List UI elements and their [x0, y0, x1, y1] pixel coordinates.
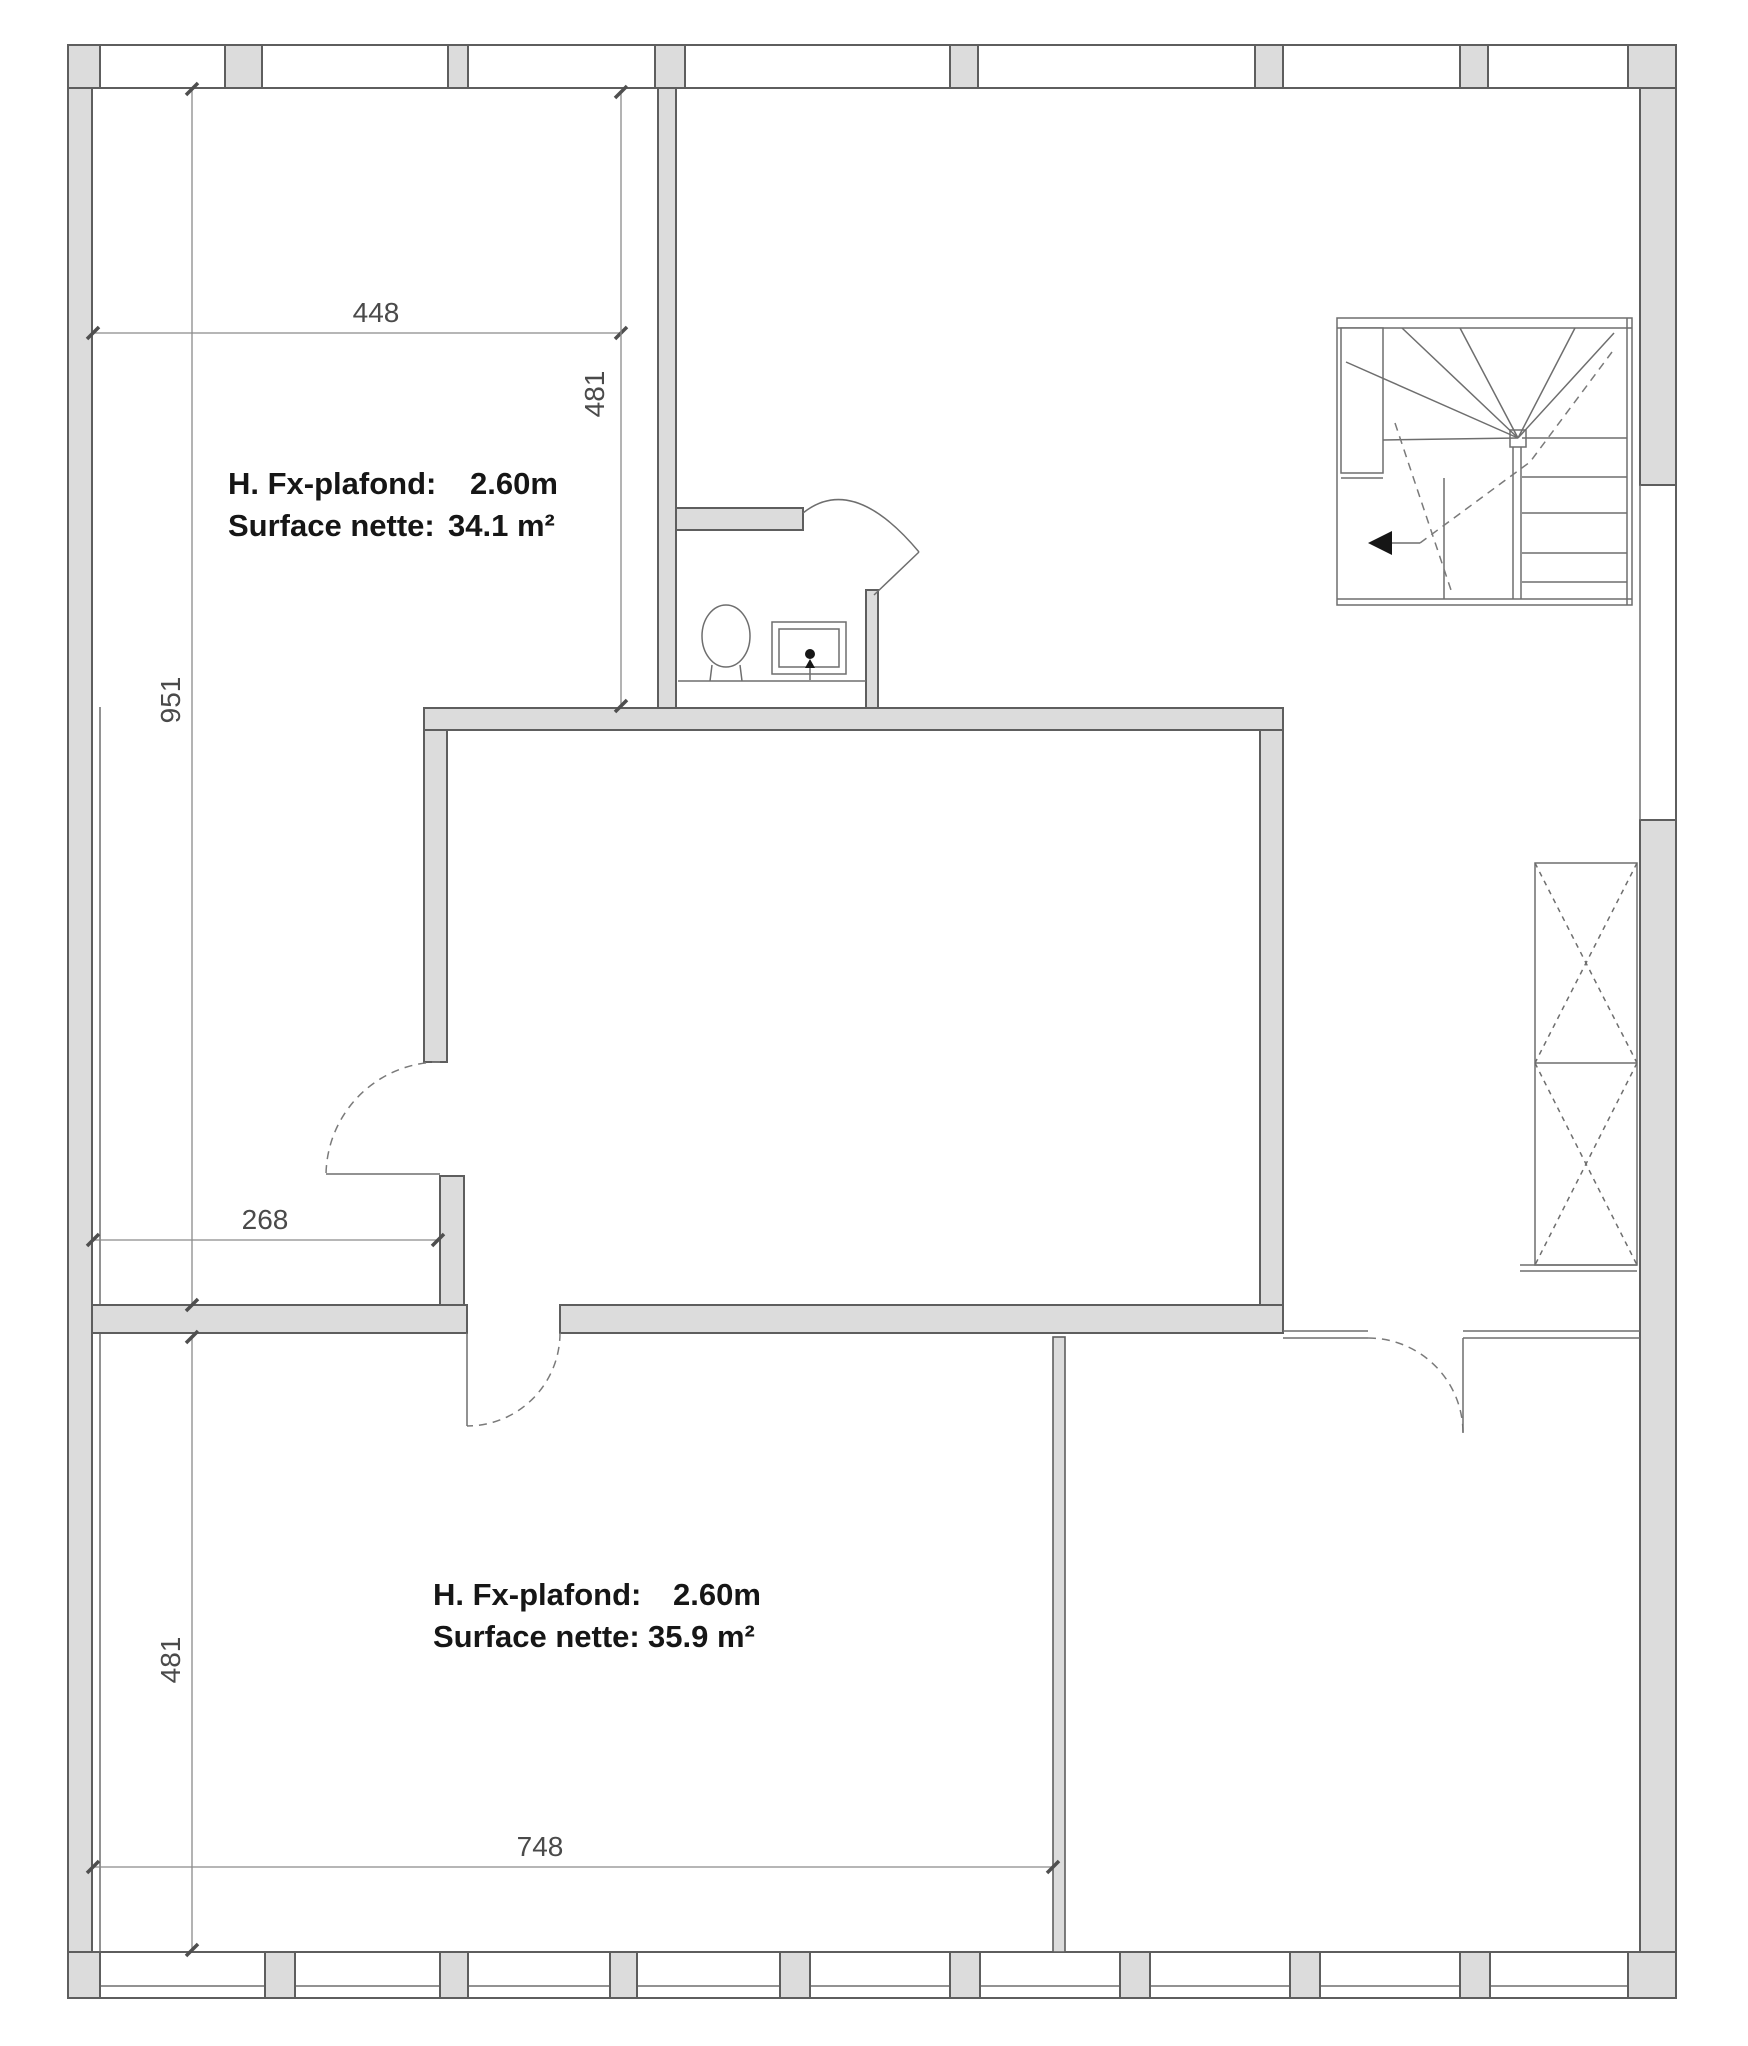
exterior-walls — [68, 45, 1676, 1998]
wall-pier — [1290, 1952, 1320, 1998]
door-arc — [467, 1333, 560, 1426]
wc-door-leaf — [874, 552, 919, 595]
stair-tread — [1383, 438, 1518, 440]
wall-pier — [448, 45, 468, 88]
net-surface-value: 34.1 m² — [448, 508, 555, 543]
wall-pier — [1460, 45, 1488, 88]
right-wall-upper — [1640, 45, 1676, 485]
wall-pier — [655, 45, 685, 88]
wall-pier — [440, 1952, 468, 1998]
ceiling-height-value: 2.60m — [673, 1577, 761, 1612]
wall-pier — [1255, 45, 1283, 88]
stair-tread — [1402, 328, 1518, 438]
wall-pier — [225, 45, 262, 88]
toilet-base — [740, 665, 742, 681]
wall-pier — [68, 1952, 100, 1998]
dimensions — [87, 83, 1059, 1956]
interior-walls — [92, 88, 1640, 1952]
net-surface-label: Surface nette: — [433, 1619, 640, 1654]
wall-central-room-top — [424, 708, 1283, 730]
shaft-outline — [1535, 863, 1637, 1265]
door-arc — [1368, 1338, 1463, 1433]
stair-direction-arrow-icon — [1368, 531, 1392, 555]
wall-pier — [950, 45, 978, 88]
room-labels — [228, 466, 761, 1654]
wall-central-room-left-lower — [440, 1176, 464, 1305]
toilet-base — [710, 665, 712, 681]
shaft — [1535, 863, 1637, 1265]
wall-pier — [610, 1952, 637, 1998]
outer-wall-outline — [68, 45, 1676, 1998]
top-wall-piers — [68, 45, 1676, 88]
wall-middle-horizontal-left — [92, 1305, 467, 1333]
wall-central-room-right — [1260, 730, 1283, 1305]
ceiling-height-value: 2.60m — [470, 466, 558, 501]
right-wall-lower — [1640, 820, 1676, 1998]
ceiling-height-label: H. Fx-plafond: — [433, 1577, 642, 1612]
staircase — [1337, 318, 1632, 605]
wall-pier — [950, 1952, 980, 1998]
room-label-upper-left — [228, 466, 558, 543]
wc-door-arc — [803, 500, 919, 552]
dimension-label-951: 951 — [155, 676, 186, 724]
sink-faucet-icon — [805, 649, 815, 659]
wall-pier — [780, 1952, 810, 1998]
dimension-label-481-bottom: 481 — [155, 1636, 186, 1684]
dimension-label-448: 448 — [352, 297, 400, 328]
wall-room-divider-vertical — [658, 88, 676, 708]
doors — [326, 1062, 1463, 1433]
bottom-wall-piers — [68, 1952, 1676, 1998]
toilet-icon — [702, 605, 750, 667]
wall-pier — [1460, 1952, 1490, 1998]
wall-central-room-left-upper — [424, 730, 447, 1062]
wall-pier — [68, 45, 100, 88]
stair-tread — [1460, 328, 1518, 438]
dimension-label-748: 748 — [516, 1831, 564, 1862]
wall-wc-top — [676, 508, 803, 530]
stair-side-compartment — [1341, 328, 1383, 473]
net-surface-label: Surface nette: — [228, 508, 435, 543]
stair-tread — [1518, 333, 1614, 438]
room-label-lower-left — [433, 1577, 761, 1654]
dimension-label-268: 268 — [241, 1204, 289, 1235]
net-surface-value: 35.9 m² — [648, 1619, 755, 1654]
ceiling-height-label: H. Fx-plafond: — [228, 466, 437, 501]
wall-middle-horizontal-right — [560, 1305, 1283, 1333]
wall-pier — [1628, 1952, 1676, 1998]
wall-pier — [265, 1952, 295, 1998]
stair-tread — [1518, 328, 1575, 438]
wall-pier — [1120, 1952, 1150, 1998]
wall-bottom-room-divider — [1053, 1337, 1065, 1952]
wall-wc-right-post — [866, 590, 878, 708]
wall-pier — [1628, 45, 1676, 88]
dimension-label-481-top: 481 — [579, 370, 610, 418]
door-arc — [326, 1062, 440, 1176]
